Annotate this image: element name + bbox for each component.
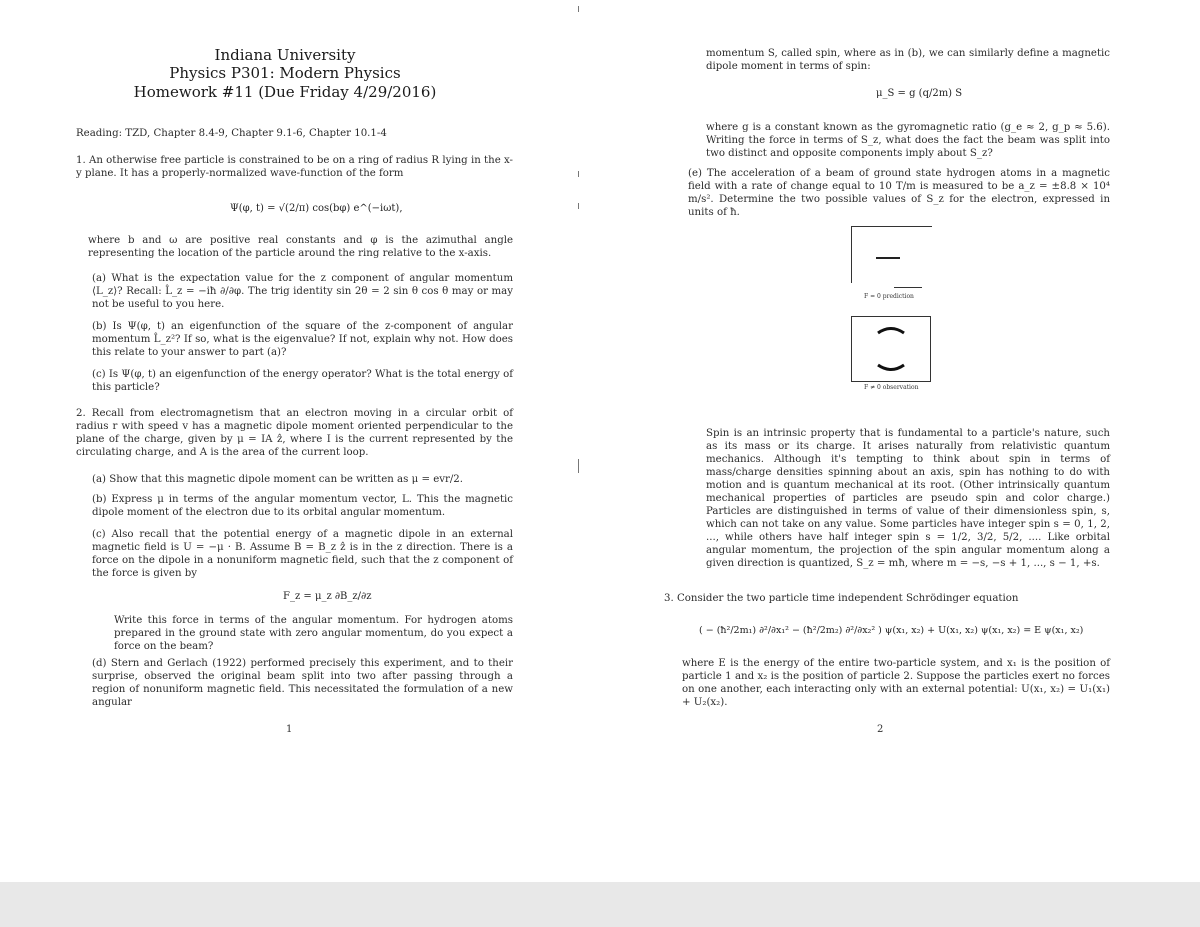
question-3-equation: ( − (ħ²/2m₁) ∂²/∂x₁² − (ħ²/2m₂) ∂²/∂x₂² ) ψ(x₁, x₂) + U(x₁, x₂) ψ(x₁, x₂) = E ψ(x₁, x₂)	[699, 625, 1084, 636]
figure-caption-prediction: F = 0 prediction	[864, 293, 914, 300]
question-2d-continued: momentum S, called spin, where as in (b), we can similarly define a magnetic dipole moment in terms of spin:	[706, 48, 1110, 72]
question-1-equation: Ψ(φ, t) = √(2/π) cos(bφ) e^(−iωt),	[230, 203, 403, 214]
figure-prediction-frame	[851, 226, 932, 283]
gyromagnetic-paragraph: where g is a constant known as the gyromagnetic ratio (g_e ≈ 2, g_p ≈ 5.6). Writing the force in terms of S_z, what does the fact the beam was split into two distinct and opposite components imply about S_z?	[706, 122, 1110, 159]
question-1-intro: 1. An otherwise free particle is constrained to be on a ring of radius R lying in the x-y plane. It has a properly-normalized wave-function of the form	[76, 155, 513, 179]
margin-mark	[578, 203, 579, 209]
spin-paragraph: Spin is an intrinsic property that is fundamental to a particle's nature, such as its mass or its charge. It arises naturally from relativistic quantum mechanics. Although it's tempting to think about spin in terms of mass/charge densities spinning about an axis, spin has nothing to do with motion and is quantum mechanical at its root. (Other intrinsically quantum mechanical properties of particles are pseudo spin and color charge.) Particles are distinguished in terms of value of their dimensionless spin, s, which can not take on any value. Some particles have integer spin s = 0, 1, 2, ..., while others have half integer spin s = 1/2, 3/2, 5/2, .... Like orbital angular momentum, the projection of the spin angular momentum along a given direction is quantized, S_z = mħ, where m = −s, −s + 1, ..., s − 1, +s.	[706, 428, 1110, 569]
margin-mark	[578, 171, 579, 177]
page-number: 2	[877, 724, 884, 735]
question-2a: (a) Show that this magnetic dipole moment can be written as μ = evr/2.	[92, 474, 464, 485]
figure-observation-spots	[852, 317, 930, 381]
question-1-description: where b and ω are positive real constants and φ is the azimuthal angle representing the location of the particle around the ring relative to the x-axis.	[88, 235, 513, 259]
question-1b: (b) Is Ψ(φ, t) an eigenfunction of the square of the z-component of angular momentum L̂_z²? If so, what is the eigenvalue? If not, explain why not. How does this relate to your answer to part (a)?	[92, 321, 513, 358]
question-2d: (d) Stern and Gerlach (1922) performed precisely this experiment, and to their surprise, observed the original beam split into two after passing through a region of nonuniform magnetic field. This necessitated the formulation of a new angular	[92, 658, 513, 708]
spin-magnetic-moment-equation: μ_S = g (q/2m) S	[876, 88, 963, 99]
scan-bottom-edge	[600, 882, 1200, 927]
title-university: Indiana University	[214, 46, 356, 64]
question-2e: (e) The acceleration of a beam of ground state hydrogen atoms in a magnetic field with a rate of change equal to 10 T/m is measured to be a_z = ±8.8 × 10⁴ m/s². Determine the two possible values of S_z for the electron, expressed in units of ħ.	[688, 168, 1110, 218]
page-2	[600, 0, 1200, 927]
question-2c-continued: Write this force in terms of the angular momentum. For hydrogen atoms prepared in the ground state with zero angular momentum, do you expect a force on the beam?	[114, 615, 513, 652]
question-2b: (b) Express μ in terms of the angular momentum vector, L. This the magnetic dipole moment of the electron due to its orbital angular momentum.	[92, 494, 513, 518]
figure-prediction-line	[894, 287, 922, 288]
page-number: 1	[286, 724, 293, 735]
figure-prediction-spot	[876, 257, 900, 259]
figure-observation-frame	[851, 316, 931, 382]
title-course: Physics P301: Modern Physics	[169, 64, 401, 82]
question-3-intro: 3. Consider the two particle time independent Schrödinger equation	[664, 593, 1019, 604]
reading-assignment: Reading: TZD, Chapter 8.4-9, Chapter 9.1-6, Chapter 10.1-4	[76, 128, 387, 139]
title-homework: Homework #11 (Due Friday 4/29/2016)	[133, 83, 437, 101]
scan-bottom-edge	[0, 882, 600, 927]
question-3-description: where E is the energy of the entire two-particle system, and x₁ is the position of particle 1 and x₂ is the position of particle 2. Suppose the particles exert no forces on one another, each interacting only with an external potential: U(x₁, x₂) = U₁(x₁) + U₂(x₂).	[682, 658, 1110, 708]
question-1a: (a) What is the expectation value for the z component of angular momentum ⟨L_z⟩? Recall: L̂_z = −iħ ∂/∂φ. The trig identity sin 2θ = 2 sin θ cos θ may or may not be useful to you here.	[92, 273, 513, 310]
margin-mark	[578, 459, 579, 473]
question-2-intro: 2. Recall from electromagnetism that an electron moving in a circular orbit of radius r with speed v has a magnetic dipole moment oriented perpendicular to the plane of the charge, given by μ = IA ẑ, where I is the current represented by the circulating charge, and A is the area of the current loop.	[76, 408, 513, 458]
margin-mark	[578, 6, 579, 12]
question-2c: (c) Also recall that the potential energy of a magnetic dipole in an external magnetic field is U = −μ · B. Assume B = B_z ẑ is in the z direction. There is a force on the dipole in a nonuniform magnetic field, such that the z component of the force is given by	[92, 529, 513, 579]
question-1c: (c) Is Ψ(φ, t) an eigenfunction of the energy operator? What is the total energy of this particle?	[92, 369, 513, 393]
figure-caption-observation: F ≠ 0 observation	[864, 384, 919, 391]
question-2c-equation: F_z = μ_z ∂B_z/∂z	[283, 591, 372, 602]
